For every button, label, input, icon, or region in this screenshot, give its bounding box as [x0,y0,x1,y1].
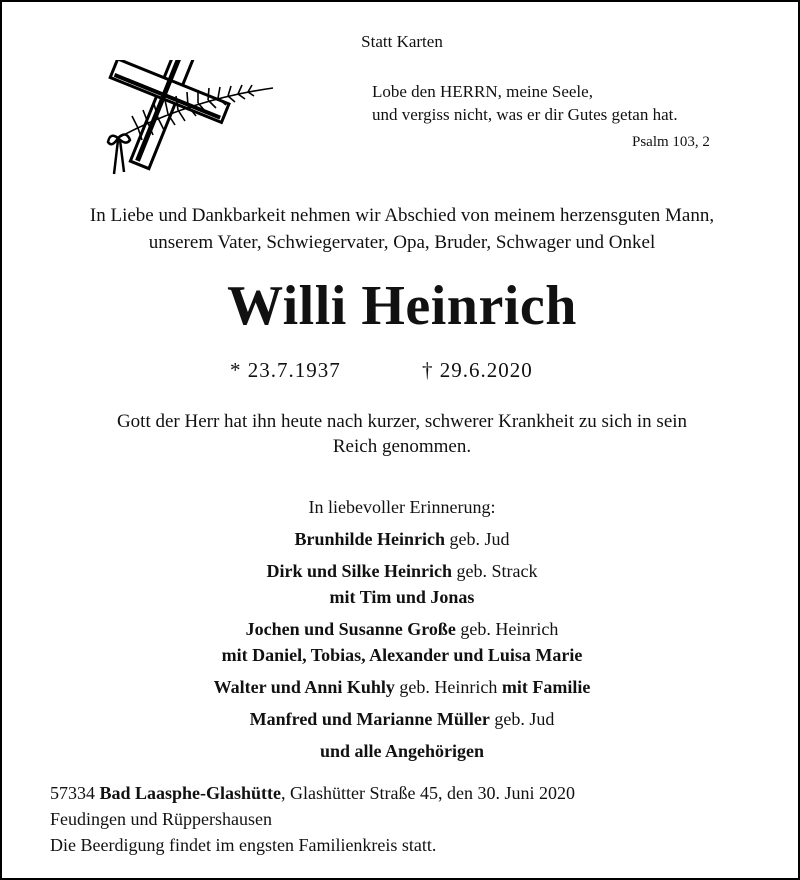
mourner-2-extra [2,584,800,610]
passing-message [2,409,800,459]
mourner-2-note: geb. Strack [452,561,538,581]
mourner-1-note: geb. Jud [445,529,510,549]
mourner-5-name: Manfred und Marianne Müller [249,709,490,729]
villages-line: Feudingen und Rüppershausen [50,809,272,829]
mourner-3-extra-text: mit Daniel, Tobias, Alexander und Luisa Marie [221,645,583,665]
mourner-4-name: Walter und Anni Kuhly [213,677,395,697]
mourner-3-extra [2,642,800,668]
verse-line-1: Lobe den HERRN, meine Seele, [372,82,593,101]
mourner-3 [2,616,800,642]
intro-text [2,202,800,256]
mourner-6 [2,738,800,764]
mourner-6-name: und alle Angehörigen [319,741,485,761]
statt-karten: Statt Karten [361,32,443,51]
cross-with-palm-icon [78,60,278,178]
mourner-2 [2,558,800,584]
address-line [50,780,575,806]
funeral-note: Die Beerdigung findet im engsten Familienkreis statt. [50,835,437,855]
verse-line-2: und vergiss nicht, was er dir Gutes getan hat. [372,105,678,124]
birth-date: * 23.7.1937 [230,358,341,382]
mourner-1 [2,526,800,552]
intro-line-1: In Liebe und Dankbarkeit nehmen wir Abschied von meinem herzensguten Mann, [89,205,715,226]
postal-code: 57334 [50,783,100,803]
death-date: † 29.6.2020 [422,358,533,382]
mourner-4-note: geb. Heinrich [394,677,502,697]
footer [50,780,575,858]
mourner-2-extra-text: mit Tim und Jonas [329,587,475,607]
message-line-1: Gott der Herr hat ihn heute nach kurzer, schwerer Krankheit zu sich in sein [116,411,688,432]
mourner-3-name: Jochen und Susanne Große [245,619,456,639]
mourner-4-extra: mit Familie [501,677,591,697]
verse-reference: Psalm 103, 2 [632,134,710,150]
town-name: Bad Laasphe-Glashütte [99,783,282,803]
mourner-1-name: Brunhilde Heinrich [294,529,446,549]
intro-line-2: unserem Vater, Schwiegervater, Opa, Bruder, Schwager und Onkel [148,232,656,253]
mourner-2-name: Dirk und Silke Heinrich [266,561,453,581]
mourner-5-note: geb. Jud [489,709,555,729]
mourner-4 [2,674,800,700]
street-date: , Glashütter Straße 45, den 30. Juni 2020 [281,783,576,803]
mourners-list [2,494,800,764]
deceased-name: Willi Heinrich [227,275,577,337]
message-line-2: Reich genommen. [332,436,472,457]
mourner-3-note: geb. Heinrich [455,619,559,639]
mourner-5 [2,706,800,732]
mourners-heading: In liebevoller Erinnerung: [308,497,496,517]
bible-verse [372,80,678,126]
